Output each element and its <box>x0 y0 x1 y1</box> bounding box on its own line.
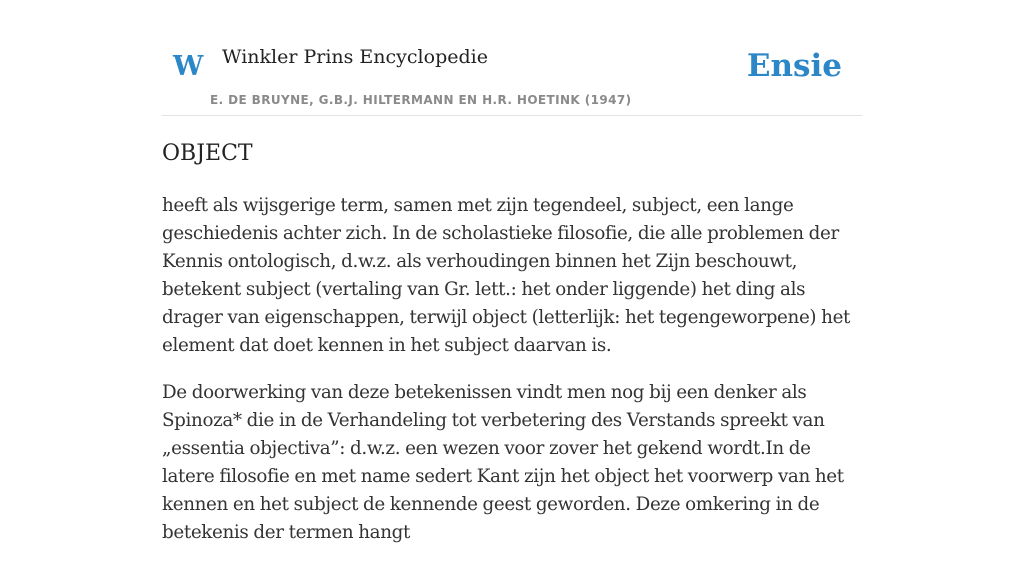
site-header <box>162 38 862 116</box>
site-title[interactable]: Winkler Prins Encyclopedie <box>222 46 488 68</box>
article-paragraph: De doorwerking van deze betekenissen vindt men nog bij een denker als Spinoza* die in de Verhandeling tot verbetering des Verstands spreekt van „essentia objectiva”: d.w.z. een wezen voor zover het gekend wordt.In de latere filosofie en met name sedert Kant zijn het object het voorwerp van het kennen en het subject de kennende geest geworden. Deze omkering in de betekenis der termen hangt <box>162 382 844 543</box>
winkler-prins-logo[interactable]: W <box>173 51 204 82</box>
article-title: OBJECT <box>162 141 253 166</box>
article-body <box>162 192 862 566</box>
article-paragraph: heeft als wijsgerige term, samen met zijn tegendeel, subject, een lange geschiedenis achter zich. In de scholastieke filosofie, die alle problemen der Kennis ontologisch, d.w.z. als verhoudingen binnen het Zijn beschouwt, betekent subject (vertaling van Gr. lett.: het onder liggende) het ding als drager van eigenschappen, terwijl object (letterlijk: het tegengeworpene) het element dat doet kennen in het subject daarvan is. <box>162 195 851 356</box>
ensie-logo-link[interactable]: Ensie <box>746 48 842 84</box>
authors-line: E. DE BRUYNE, G.B.J. HILTERMANN EN H.R. HOETINK (1947) <box>210 93 632 107</box>
